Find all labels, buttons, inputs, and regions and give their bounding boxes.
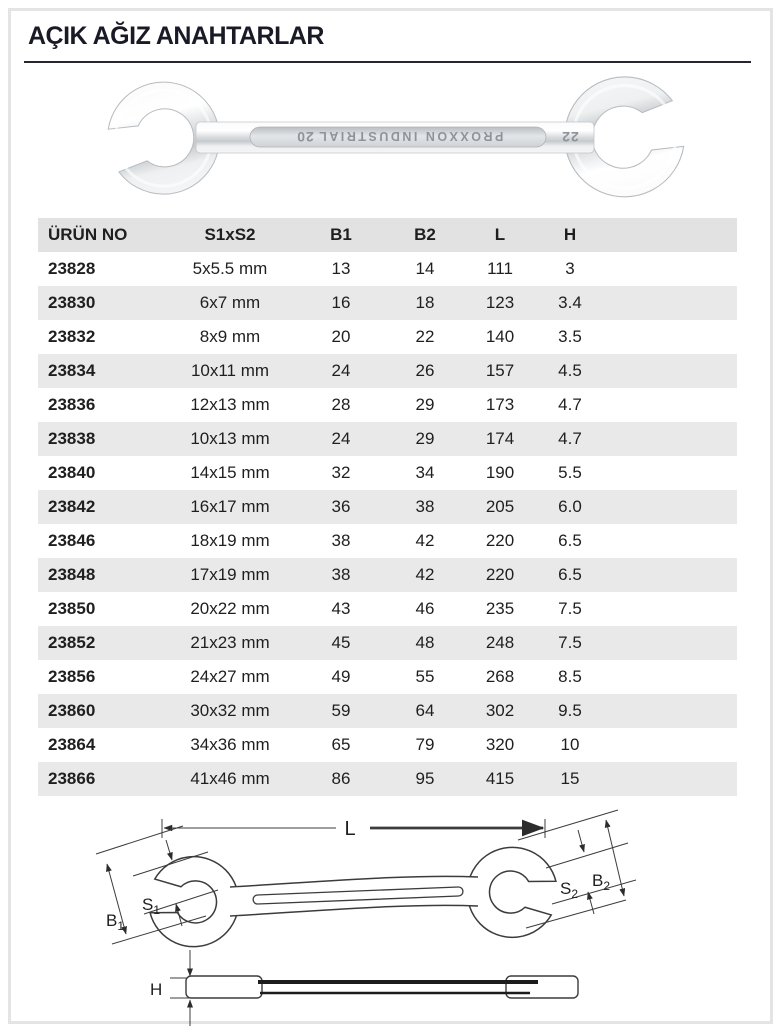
product-no: 23832 <box>48 327 96 346</box>
cell: 24x27 mm <box>190 667 270 686</box>
table-row <box>38 762 737 796</box>
page-title: AÇIK AĞIZ ANAHTARLAR <box>28 22 324 50</box>
cell: 34x36 mm <box>190 735 270 754</box>
cell: 7.5 <box>558 599 582 618</box>
engraving-brand: PROXXON INDUSTRIAL <box>316 129 504 143</box>
cell: 320 <box>485 735 515 754</box>
cell: 65 <box>331 735 351 754</box>
cell: 4.7 <box>558 395 582 414</box>
table-row <box>38 558 737 592</box>
cell: 64 <box>415 701 435 720</box>
cell: 79 <box>415 735 435 754</box>
column-header: B1 <box>330 225 352 244</box>
table-body <box>38 252 737 796</box>
cell: 248 <box>485 633 515 652</box>
cell: 34 <box>415 463 435 482</box>
cell: 5.5 <box>558 463 582 482</box>
cell: 6x7 mm <box>199 293 261 312</box>
table-row <box>38 660 737 694</box>
cell: 20x22 mm <box>190 599 270 618</box>
cell: 21x23 mm <box>190 633 270 652</box>
column-header: S1xS2 <box>204 225 256 244</box>
cell: 16x17 mm <box>190 497 270 516</box>
cell: 13 <box>331 259 351 278</box>
cell: 415 <box>485 769 515 788</box>
column-header: ÜRÜN NO <box>48 225 128 244</box>
cell: 86 <box>331 769 351 788</box>
table-row <box>38 728 737 762</box>
cell: 173 <box>485 395 515 414</box>
dimension-diagram <box>78 798 723 1030</box>
cell: 4.5 <box>558 361 582 380</box>
cell: 95 <box>415 769 435 788</box>
cell: 38 <box>331 531 351 550</box>
cell: 190 <box>485 463 515 482</box>
cell: 28 <box>331 395 351 414</box>
cell: 42 <box>415 531 435 550</box>
cell: 6.5 <box>558 531 582 550</box>
cell: 5x5.5 mm <box>192 259 268 278</box>
cell: 59 <box>331 701 351 720</box>
cell: 3.5 <box>558 327 582 346</box>
table-row <box>38 592 737 626</box>
cell: 32 <box>331 463 351 482</box>
product-no: 23840 <box>48 463 96 482</box>
dim-label-l: L <box>344 818 356 840</box>
product-no: 23864 <box>48 735 96 754</box>
cell: 22 <box>415 327 435 346</box>
table-row <box>38 252 737 286</box>
product-no: 23836 <box>48 395 96 414</box>
diagram-linework <box>96 810 636 1026</box>
product-no: 23856 <box>48 667 96 686</box>
cell: 16 <box>331 293 351 312</box>
cell: 220 <box>485 531 515 550</box>
cell: 38 <box>331 565 351 584</box>
cell: 26 <box>415 361 435 380</box>
table-row <box>38 694 737 728</box>
cell: 14x15 mm <box>190 463 270 482</box>
cell: 17x19 mm <box>190 565 270 584</box>
cell: 15 <box>560 769 580 788</box>
cell: 14 <box>415 259 435 278</box>
spec-table <box>38 218 737 796</box>
table-row <box>38 388 737 422</box>
product-no: 23846 <box>48 531 96 550</box>
cell: 10x11 mm <box>190 361 270 380</box>
wrench-photo <box>100 74 692 202</box>
cell: 302 <box>485 701 515 720</box>
table-row <box>38 626 737 660</box>
cell: 30x32 mm <box>190 701 270 720</box>
cell: 268 <box>485 667 515 686</box>
cell: 46 <box>415 599 435 618</box>
table-row <box>38 354 737 388</box>
product-no: 23842 <box>48 497 96 516</box>
column-header: H <box>563 225 577 244</box>
product-no: 23866 <box>48 769 96 788</box>
table-row <box>38 456 737 490</box>
engraving-size-right: 22 <box>561 129 579 145</box>
table-row <box>38 490 737 524</box>
cell: 174 <box>485 429 515 448</box>
cell: 36 <box>331 497 351 516</box>
cell: 45 <box>331 633 351 652</box>
dim-label-s1: $S_1$ <box>142 895 161 917</box>
cell: 48 <box>415 633 435 652</box>
product-no: 23860 <box>48 701 96 720</box>
dim-label-b1: $B_1$ <box>106 911 125 933</box>
product-no: 23848 <box>48 565 96 584</box>
table-row <box>38 524 737 558</box>
cell: 3 <box>565 259 575 278</box>
cell: 20 <box>331 327 351 346</box>
cell: 8x9 mm <box>199 327 261 346</box>
cell: 18x19 mm <box>190 531 270 550</box>
column-header: B2 <box>414 225 436 244</box>
dim-label-s2: $S_2$ <box>560 879 579 901</box>
table-header-row <box>38 218 737 252</box>
cell: 43 <box>331 599 351 618</box>
cell: 111 <box>487 259 513 278</box>
cell: 8.5 <box>558 667 582 686</box>
table-row <box>38 286 737 320</box>
cell: 205 <box>485 497 515 516</box>
cell: 140 <box>485 327 515 346</box>
cell: 24 <box>331 361 351 380</box>
cell: 10 <box>560 735 580 754</box>
dim-label-h: H <box>150 980 163 999</box>
product-no: 23830 <box>48 293 96 312</box>
cell: 29 <box>415 429 435 448</box>
cell: 4.7 <box>558 429 582 448</box>
product-no: 23838 <box>48 429 96 448</box>
cell: 18 <box>415 293 435 312</box>
product-no: 23828 <box>48 259 96 278</box>
cell: 6.0 <box>558 497 582 516</box>
product-no: 23852 <box>48 633 96 652</box>
product-no: 23834 <box>48 361 96 380</box>
cell: 10x13 mm <box>190 429 270 448</box>
cell: 38 <box>415 497 435 516</box>
cell: 12x13 mm <box>190 395 270 414</box>
cell: 29 <box>415 395 435 414</box>
table-row <box>38 422 737 456</box>
cell: 49 <box>331 667 351 686</box>
cell: 42 <box>415 565 435 584</box>
cell: 7.5 <box>558 633 582 652</box>
cell: 41x46 mm <box>190 769 270 788</box>
cell: 157 <box>485 361 515 380</box>
cell: 3.4 <box>558 293 582 312</box>
cell: 55 <box>415 667 435 686</box>
cell: 9.5 <box>558 701 582 720</box>
cell: 123 <box>485 293 515 312</box>
table-row <box>38 320 737 354</box>
dim-label-b2: $B_2$ <box>592 871 611 893</box>
cell: 24 <box>331 429 351 448</box>
engraving-size-left: 20 <box>296 129 314 145</box>
cell: 220 <box>485 565 515 584</box>
product-no: 23850 <box>48 599 96 618</box>
cell: 235 <box>485 599 515 618</box>
cell: 6.5 <box>558 565 582 584</box>
column-header: L <box>494 225 506 244</box>
title-underline <box>24 61 751 63</box>
